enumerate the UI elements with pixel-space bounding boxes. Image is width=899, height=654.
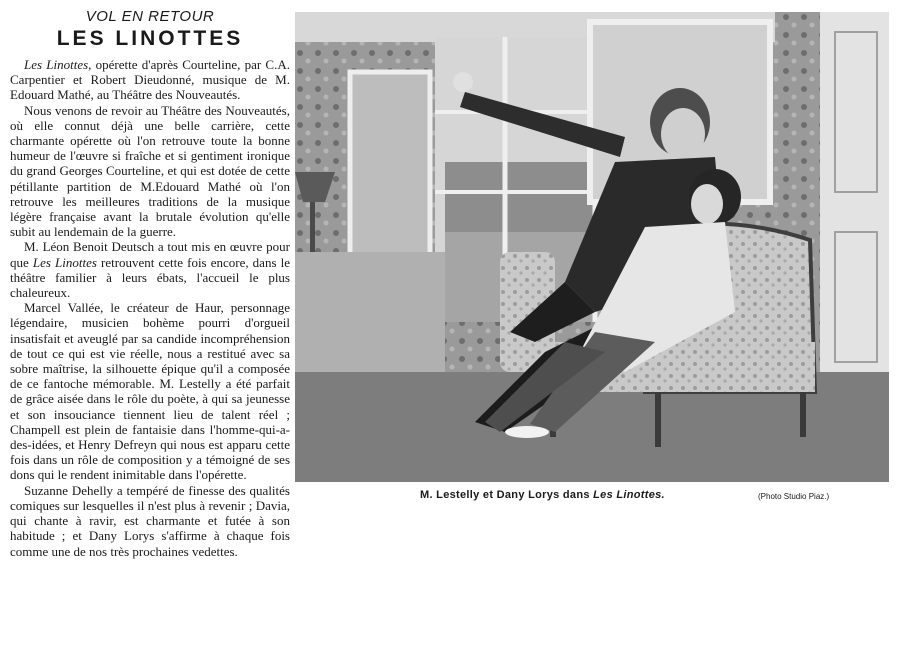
photo-credit: (Photo Studio Piaz.) xyxy=(758,492,830,501)
stage-photo xyxy=(295,12,889,482)
article-headline: LES LINOTTES xyxy=(56,27,244,50)
stage-photo-illustration xyxy=(295,12,889,482)
paragraph-review: Nous venons de revoir au Théâtre des Nouveautés, où elle connut déjà une belle carrière, cette charmante opérette où l'on retrouve toute la bonne humeur de l'œuvre si fraîche et si gentiment ironique du grand Georges Courteline, et qui est dotée de cette pétillante partition de M.Edouard Mathé où l'on retrouve les meilleures traditions de la musique légère française avant la brutale évolution qu'elle subit au lendemain de la guerre. xyxy=(10,102,290,240)
paragraph-text: M. Léon Benoit Deutsch a tout mis en œuvre pour que xyxy=(10,239,290,270)
paragraph-cast-women: Suzanne Dehelly a tempéré de finesse des qualités comiques sur lesquelles il n'est plus à revenir ; Davia, qui chante à ravir, est charmante et futée à son habitude ; et Dany Lorys s'affirme à chaque fois comme une de nos très prochaines vedettes. xyxy=(10,482,290,559)
article-kicker: VOL EN RETOUR xyxy=(85,8,215,25)
paragraph-text: retrouvent cette fois encore, dans le théâtre familier à leurs ébats, l'accueil le plus chaleureux. xyxy=(10,254,290,301)
paragraph-text: opérette d'après Courteline, par C.A. Carpentier et Robert Dieudonné, musique de M. Edouard Mathé, au Théâtre des Nouveautés. xyxy=(10,57,290,103)
caption-title-ref: Les Linottes. xyxy=(593,489,665,501)
title-ref: Les Linottes xyxy=(32,254,97,270)
caption-text: M. Lestelly et Dany Lorys dans xyxy=(420,489,594,501)
paragraph-cast-men: Marcel Vallée, le créateur de Haur, personnage légendaire, musicien bohème pourri d'orgueil insatisfait et aveuglé par sa candide incompréhension de tout ce qui est vie réelle, nous a restitué avec sa sobre maîtrise, la silhouette épique qu'il a composée de ce fantoche mémorable. M. Lestelly a été parfait de grâce aisée dans le rôle du poète, à qui sa jeunesse et son insouciance tiennent lieu de talent réel ; Champell est plein de fantaisie dans l'homme-qui-a-des-idées, et Henry Defreyn qui nous est apparu cette fois dans un rôle de composition y a témoigné de ses dons qui le rendent inimitable dans l'opérette. xyxy=(10,300,290,483)
article-column xyxy=(10,8,290,559)
photo-caption xyxy=(420,489,750,501)
title-ref: Les Linottes, xyxy=(24,57,92,72)
paragraph-production xyxy=(10,239,290,300)
paragraph-intro xyxy=(10,57,290,103)
